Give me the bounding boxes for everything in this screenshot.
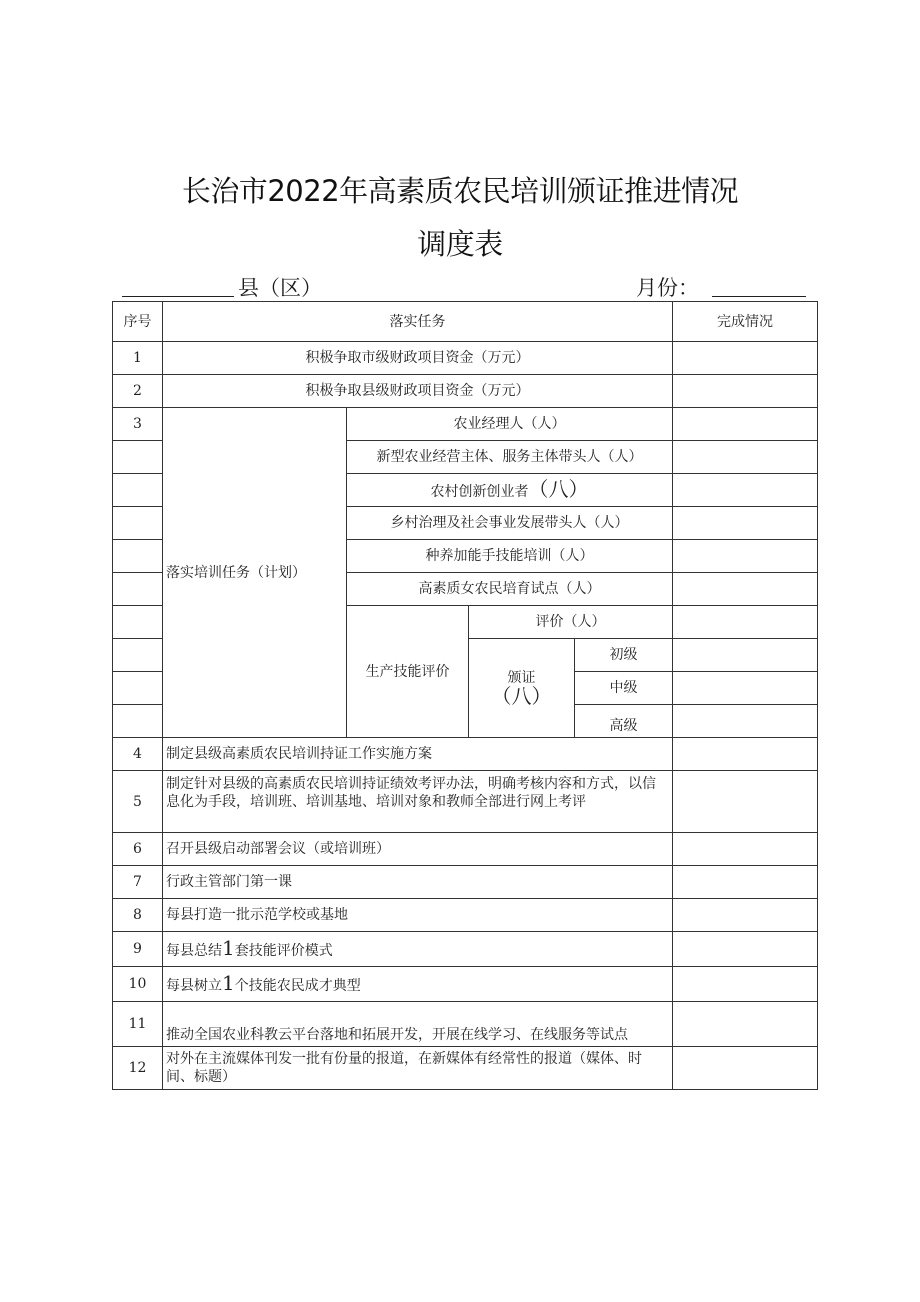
row-3-sub-index-cell [113, 540, 163, 573]
row-3-cert-suffix: （八） [491, 683, 552, 708]
row-4-task: 制定县级高素质农民培训持证工作实施方案 [163, 738, 673, 771]
row-8-status-cell[interactable] [673, 899, 818, 932]
row-3-sub-index-cell [113, 474, 163, 507]
row-8-task: 每县打造一批示范学校或基地 [163, 899, 673, 932]
row-3-item-3-status-cell[interactable] [673, 474, 818, 507]
header-task: 落实任务 [163, 302, 673, 342]
row-12-task: 对外在主流媒体刊发一批有份量的报道，在新媒体有经常性的报道（媒体、时间、标题） [163, 1047, 673, 1090]
row-3-skill-eval: 生产技能评价 [347, 606, 469, 738]
row-7-index: 7 [113, 866, 163, 899]
row-3-item-6: 高素质女农民培育试点（人） [347, 573, 673, 606]
row-10-task-num: 1 [222, 970, 235, 995]
row-3-sub-index-cell [113, 441, 163, 474]
row-2-index: 2 [113, 375, 163, 408]
row-9-task-post: 套技能评价模式 [234, 942, 333, 959]
row-1-index: 1 [113, 342, 163, 375]
row-3-sub-index-cell [113, 606, 163, 639]
row-2-status-cell[interactable] [673, 375, 818, 408]
row-3-item-5-status-cell[interactable] [673, 540, 818, 573]
county-blank [122, 296, 234, 297]
row-9-index: 9 [113, 932, 163, 967]
row-3-item-2-status-cell[interactable] [673, 441, 818, 474]
row-7-task: 行政主管部门第一课 [163, 866, 673, 899]
county-label: 县（区） [238, 276, 322, 300]
row-1-status-cell[interactable] [673, 342, 818, 375]
row-3-sub-index-cell [113, 672, 163, 705]
row-6-status-cell[interactable] [673, 833, 818, 866]
row-9-task [163, 932, 673, 967]
row-5-task: 制定针对县级的高素质农民培训持证绩效考评办法，明确考核内容和方式，以信息化为手段，培训班、培训基地、培训对象和教师全部进行网上考评 [163, 771, 673, 833]
row-3-item-1: 农业经理人（人） [347, 408, 673, 441]
row-12-index: 12 [113, 1047, 163, 1090]
row-12-status-cell[interactable] [673, 1047, 818, 1090]
month-blank [712, 296, 806, 297]
row-3-sub-index-cell [113, 639, 163, 672]
row-10-index: 10 [113, 967, 163, 1002]
row-3-level-advanced: 高级 [575, 705, 673, 738]
row-10-task-post: 个技能农民成才典型 [234, 977, 361, 994]
row-5-index: 5 [113, 771, 163, 833]
month-label: 月份： [636, 276, 699, 300]
row-3-item-6-status-cell[interactable] [673, 573, 818, 606]
row-3-level-primary-status-cell[interactable] [673, 639, 818, 672]
row-8-index: 8 [113, 899, 163, 932]
row-3-item-4-status-cell[interactable] [673, 507, 818, 540]
row-9-task-pre: 每县总结 [166, 942, 222, 959]
header-index: 序号 [113, 302, 163, 342]
row-3-item-4: 乡村治理及社会事业发展带头人（人） [347, 507, 673, 540]
row-10-status-cell[interactable] [673, 967, 818, 1002]
row-11-task: 推动全国农业科教云平台落地和拓展开发，开展在线学习、在线服务等试点 [163, 1002, 673, 1047]
row-3-level-primary: 初级 [575, 639, 673, 672]
row-3-group: 落实培训任务（计划） [163, 408, 347, 738]
row-3-item-3 [347, 474, 673, 507]
row-5-status-cell[interactable] [673, 771, 818, 833]
row-6-index: 6 [113, 833, 163, 866]
row-11-index: 11 [113, 1002, 163, 1047]
row-9-status-cell[interactable] [673, 932, 818, 967]
row-3-eval-people: 评价（人） [469, 606, 673, 639]
row-9-task-num: 1 [222, 935, 235, 960]
row-3-level-intermediate: 中级 [575, 672, 673, 705]
row-3-item-3-text: 农村创新创业者 [430, 483, 529, 500]
row-3-eval-status-cell[interactable] [673, 606, 818, 639]
row-10-task-pre: 每县树立 [166, 977, 222, 994]
row-10-task [163, 967, 673, 1002]
row-4-status-cell[interactable] [673, 738, 818, 771]
row-6-task: 召开县级启动部署会议（或培训班） [163, 833, 673, 866]
row-3-sub-index-cell [113, 507, 163, 540]
row-3-item-3-suffix: （八） [528, 476, 589, 501]
row-1-task: 积极争取市级财政项目资金（万元） [163, 342, 673, 375]
row-4-index: 4 [113, 738, 163, 771]
row-3-level-intermediate-status-cell[interactable] [673, 672, 818, 705]
row-3-item-1-status-cell[interactable] [673, 408, 818, 441]
row-3-level-advanced-status-cell[interactable] [673, 705, 818, 738]
row-11-status-cell[interactable] [673, 1002, 818, 1047]
dispatch-table [112, 301, 818, 1090]
row-3-cert [469, 639, 575, 738]
document-title-line1: 长治市2022年高素质农民培训颁证推进情况 [181, 174, 739, 208]
row-3-cert-text: 颁证 [507, 669, 536, 686]
row-3-sub-index-cell [113, 705, 163, 738]
header-status: 完成情况 [673, 302, 818, 342]
row-7-status-cell[interactable] [673, 866, 818, 899]
row-3-sub-index-cell [113, 573, 163, 606]
row-3-item-5: 种养加能手技能培训（人） [347, 540, 673, 573]
document-title-line2: 调度表 [417, 227, 503, 261]
row-2-task: 积极争取县级财政项目资金（万元） [163, 375, 673, 408]
row-3-index: 3 [113, 408, 163, 441]
row-3-item-2: 新型农业经营主体、服务主体带头人（人） [347, 441, 673, 474]
